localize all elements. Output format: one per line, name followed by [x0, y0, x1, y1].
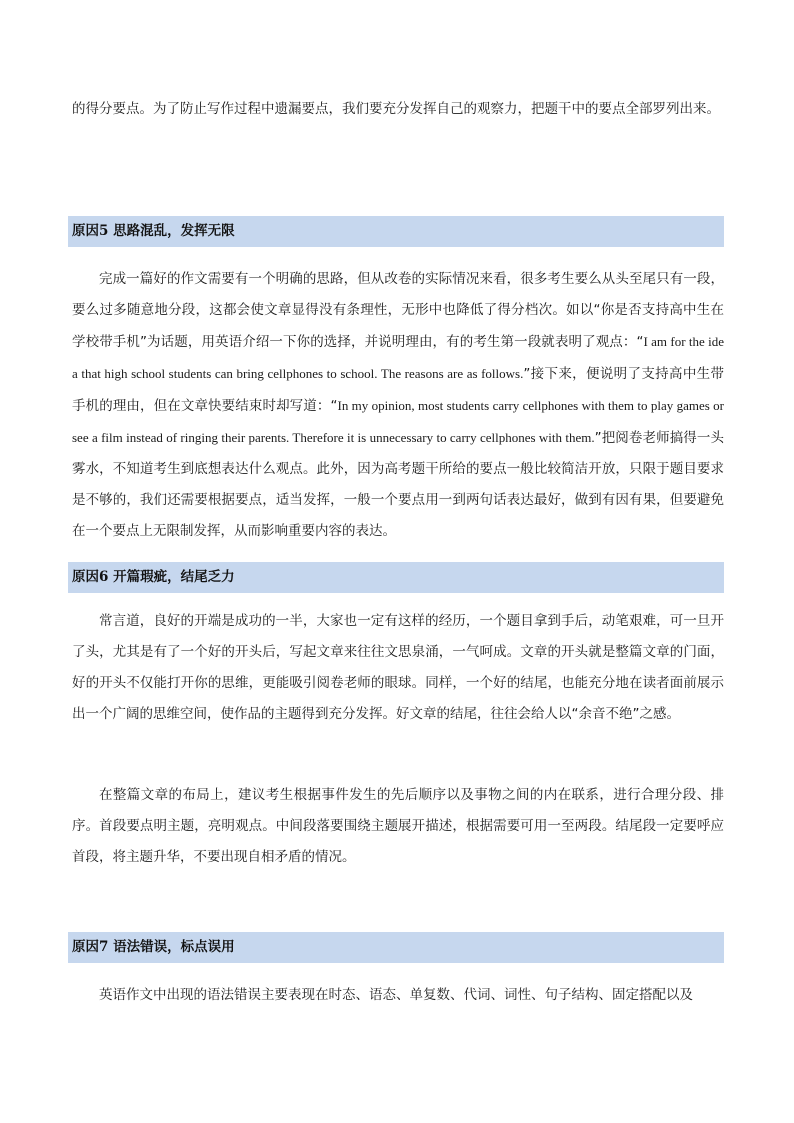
intro-paragraph: [72, 94, 724, 125]
section-heading-6-text: 原因6 开篇瑕疵，结尾乏力: [72, 569, 235, 585]
section-7-paragraph: [72, 980, 724, 1011]
section-5-part2: ”接下来，便说明了支持高中生带手机的理由，但在文章快要结束时却写道：“: [72, 366, 724, 414]
section-heading-7: [68, 932, 724, 963]
section-heading-5: [68, 216, 724, 247]
section-7-paragraph-text: 英语作文中出现的语法错误主要表现在时态、语态、单复数、代词、词性、句子结构、固定搭配以及: [99, 987, 693, 1003]
section-heading-6: [68, 562, 724, 593]
section-5-quote1: I am for the idea that high school students can bring cellphones to school. The reasons are as follows.: [72, 334, 724, 381]
section-5-paragraph: [72, 264, 724, 547]
section-5-part1: 完成一篇好的作文需要有一个明确的思路，但从改卷的实际情况来看，很多考生要么从头至尾只有一段，要么过多随意地分段，这都会使文章显得没有条理性，无形中也降低了得分档次。如以“你是否支持高中生在学校带手机”为话题，用英语介绍一下你的选择，并说明理由，有的考生第一段就表明了观点：“: [72, 271, 724, 350]
section-heading-5-text: 原因5 思路混乱，发挥无限: [72, 223, 235, 239]
section-heading-7-text: 原因7 语法错误，标点误用: [72, 939, 235, 955]
intro-text: 的得分要点。为了防止写作过程中遗漏要点，我们要充分发挥自己的观察力，把题干中的要点全部罗列出来。: [72, 101, 720, 117]
section-6-paragraph-2-text: 在整篇文章的布局上，建议考生根据事件发生的先后顺序以及事物之间的内在联系，进行合理分段、排序。首段要点明主题，亮明观点。中间段落要围绕主题展开描述，根据需要可用一至两段。结尾段一定要呼应首段，将主题升华，不要出现自相矛盾的情况。: [72, 787, 724, 865]
section-6-paragraph-1: [72, 606, 724, 730]
section-6-paragraph-1-text: 常言道，良好的开端是成功的一半，大家也一定有这样的经历，一个题目拿到手后，动笔艰难，可一旦开了头，尤其是有了一个好的开头后，写起文章来往往文思泉涌，一气呵成。文章的开头就是整篇文章的门面，好的开头不仅能打开你的思维，更能吸引阅卷老师的眼球。同样，一个好的结尾，也能充分地在读者面前展示出一个广阔的思维空间，使作品的主题得到充分发挥。好文章的结尾，往往会给人以“余音不绝”之感。: [72, 613, 724, 722]
section-5-part3: ”把阅卷老师搞得一头雾水，不知道考生到底想表达什么观点。此外，因为高考题干所给的要点一般比较简洁开放，只限于题目要求是不够的，我们还需要根据要点，适当发挥，一般一个要点用一到两句话表达最好，做到有因有果，但要避免在一个要点上无限制发挥，从而影响重要内容的表达。: [72, 430, 724, 539]
section-6-paragraph-2: [72, 780, 724, 873]
section-5-quote2: In my opinion, most students carry cellphones with them to play games or see a film instead of ringing their parents. Therefore it is unnecessary to carry cellphones with them.: [72, 398, 724, 445]
